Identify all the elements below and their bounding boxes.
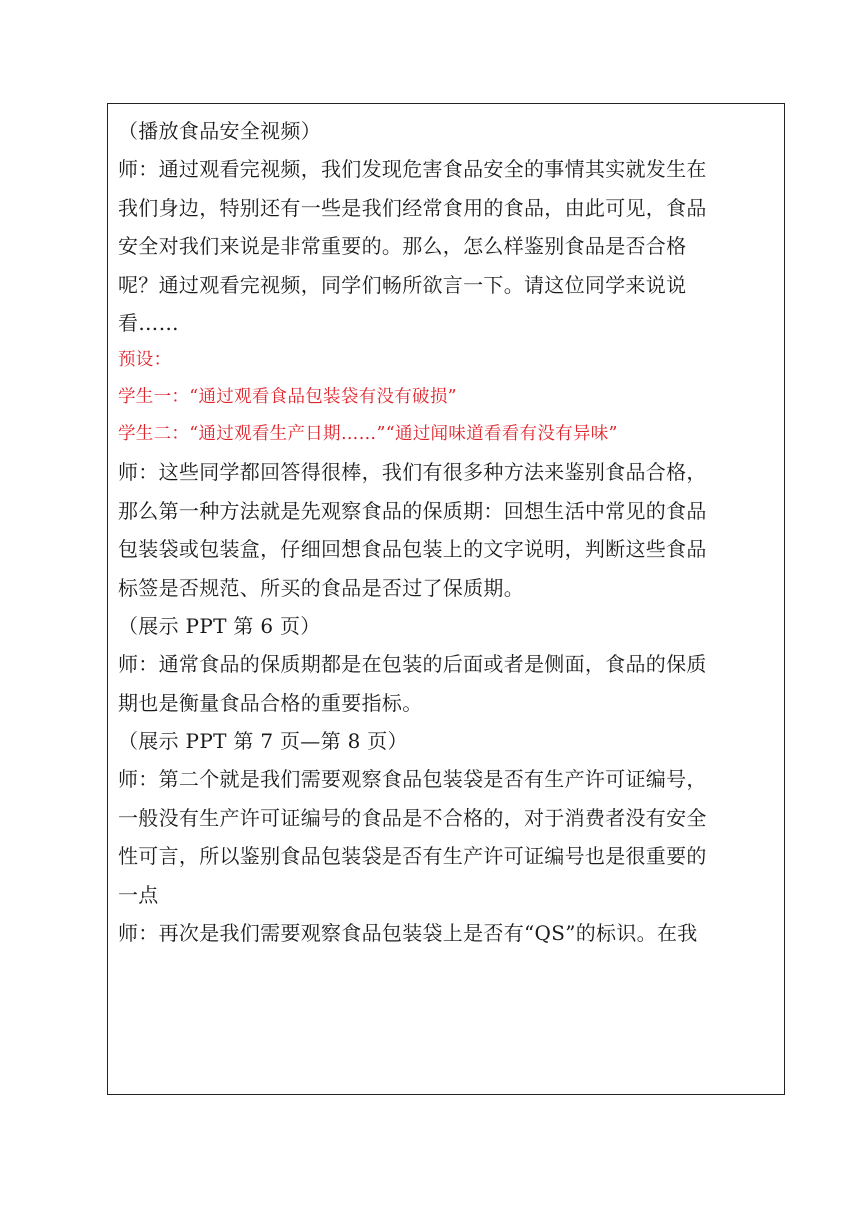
teacher-line: 一般没有生产许可证编号的食品是不合格的，对于消费者没有安全 xyxy=(118,805,707,830)
teacher-line: 师：这些同学都回答得很棒，我们有很多种方法来鉴别食品合格， xyxy=(118,460,707,485)
teacher-line: 安全对我们来说是非常重要的。那么，怎么样鉴别食品是否合格 xyxy=(118,234,687,259)
teacher-line: 看…… xyxy=(118,310,179,335)
teacher-line: 我们身边，特别还有一些是我们经常食用的食品，由此可见，食品 xyxy=(118,195,707,220)
teacher-line: 师：第二个就是我们需要观察食品包装袋是否有生产许可证编号， xyxy=(118,767,707,792)
student-answer-1: 学生一：“通过观看食品包装袋有没有破损” xyxy=(118,387,457,408)
teacher-line: 期也是衡量食品合格的重要指标。 xyxy=(118,690,423,715)
teacher-line: 那么第一种方法就是先观察食品的保质期：回想生活中常见的食品 xyxy=(118,498,707,523)
teacher-line: 包装袋或包装盒，仔细回想食品包装上的文字说明，判断这些食品 xyxy=(118,537,707,562)
teacher-line: 呢？通过观看完视频，同学们畅所欲言一下。请这位同学来说说 xyxy=(118,272,687,297)
stage-direction-play-video: （播放食品安全视频） xyxy=(118,119,321,143)
teacher-line: 师：通过观看完视频，我们发现危害食品安全的事情其实就发生在 xyxy=(118,157,707,182)
stage-direction-ppt-6: （展示 PPT 第 6 页） xyxy=(118,613,321,638)
teacher-line: 师：再次是我们需要观察食品包装袋上是否有“QS”的标识。在我 xyxy=(118,921,698,946)
lesson-plan-table-cell xyxy=(107,103,785,1095)
teacher-line: 一点 xyxy=(118,882,159,907)
teacher-line: 标签是否规范、所买的食品是否过了保质期。 xyxy=(118,575,524,600)
teacher-line: 师：通常食品的保质期都是在包装的后面或者是侧面，食品的保质 xyxy=(118,652,707,677)
stage-direction-ppt-7-8: （展示 PPT 第 7 页—第 8 页） xyxy=(118,729,408,754)
preset-heading: 预设： xyxy=(118,350,172,371)
lesson-text-block xyxy=(118,112,782,952)
student-answer-2: 学生二：“通过观看生产日期……”“通过闻味道看看有没有异味” xyxy=(118,424,618,445)
teacher-line: 性可言，所以鉴别食品包装袋是否有生产许可证编号也是很重要的 xyxy=(118,844,707,869)
